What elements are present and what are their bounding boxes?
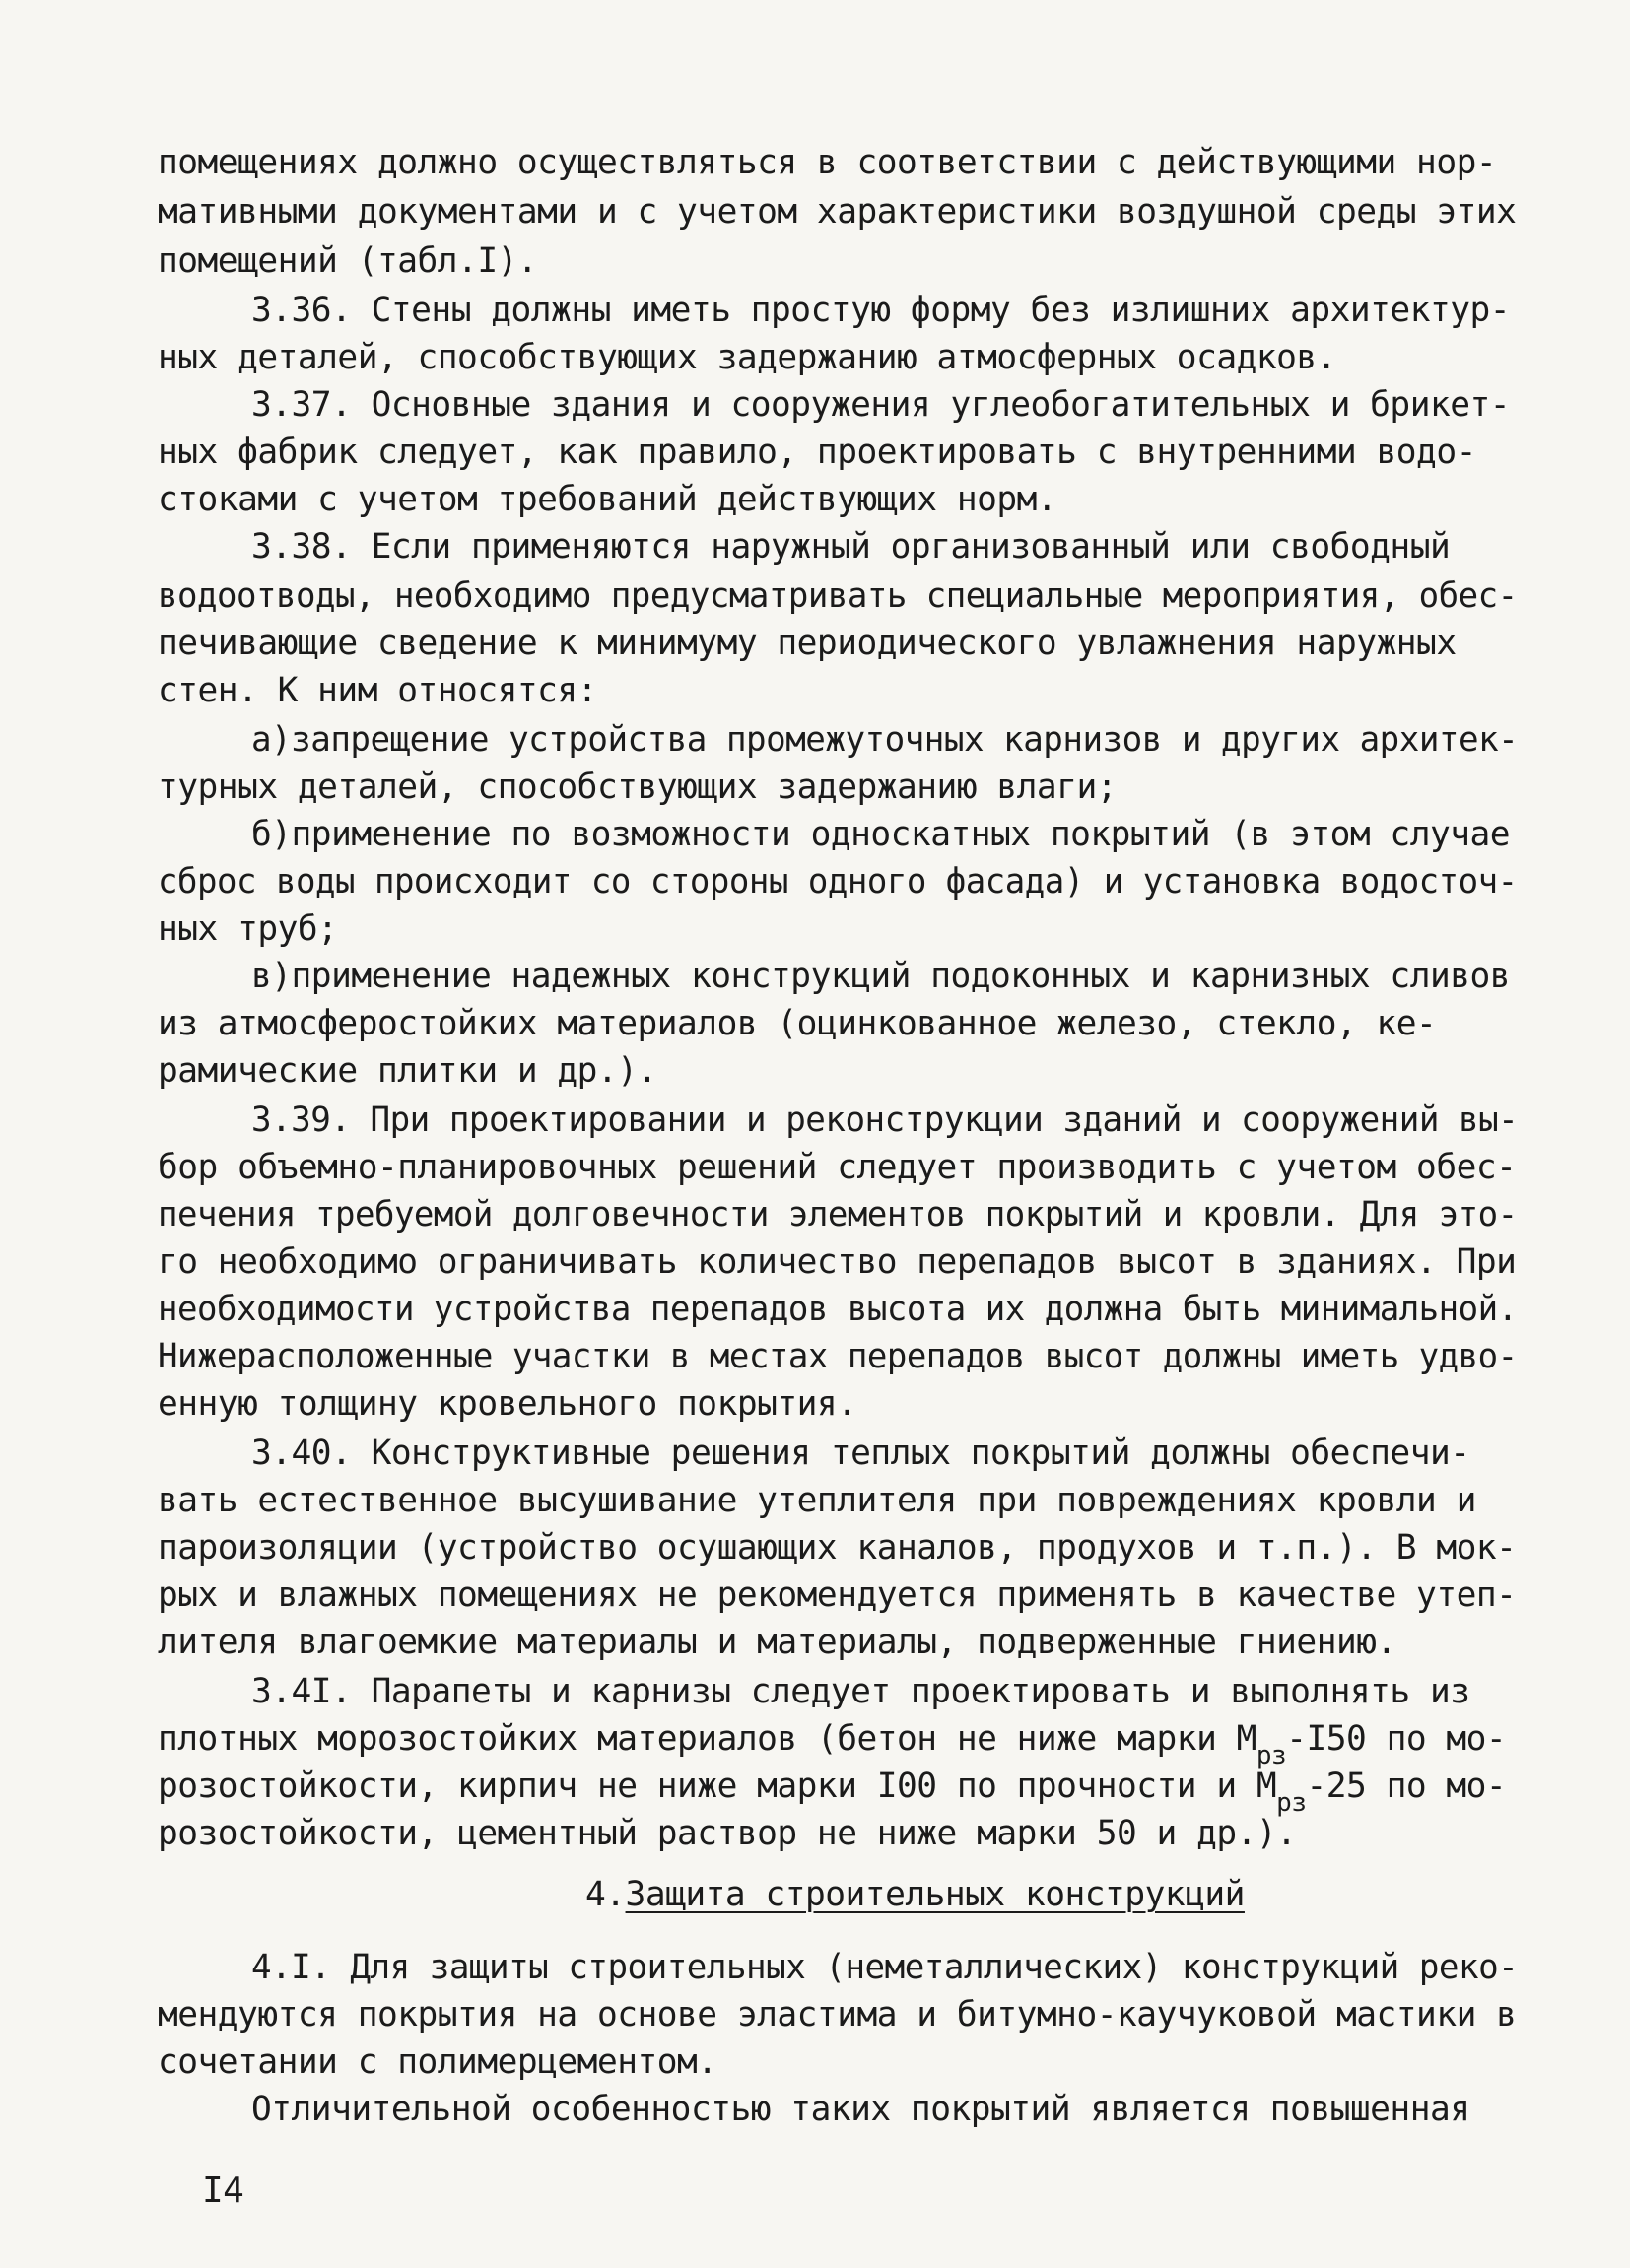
text-line: ных деталей, способствующих задержанию атмосферных осадков.: [158, 338, 1336, 377]
text-line: б)применение по возможности односкатных покрытий (в этом случае: [251, 815, 1511, 854]
text-line: печения требуемой долговечности элементов покрытий и кровли. Для это-: [158, 1195, 1518, 1234]
section-title: Защита строительных конструкций: [625, 1875, 1245, 1914]
text-line: енную толщину кровельного покрытия.: [158, 1384, 857, 1424]
text-line: 3.36. Стены должны иметь простую форму без излишних архитектур-: [251, 291, 1511, 330]
text-line: сброс воды происходит со стороны одного фасада) и установка водосточ-: [158, 862, 1518, 901]
text-line: [158, 1719, 1507, 1770]
text-line: печивающие сведение к минимуму периодического увлажнения наружных: [158, 624, 1457, 663]
text-line: пароизоляции (устройство осушающих каналов, продухов и т.п.). В мок-: [158, 1528, 1517, 1568]
text-line: стоками с учетом требований действующих норм.: [158, 480, 1057, 519]
text-fragment: -I50 по мо-: [1286, 1719, 1507, 1759]
text-line: го необходимо ограничивать количество перепадов высот в зданиях. При: [158, 1242, 1517, 1282]
text-line: мендуются покрытия на основе эластима и битумно-каучуковой мастики в: [158, 1995, 1517, 2035]
page-number: I4: [202, 2170, 244, 2211]
text-line: а)запрещение устройства промежуточных карнизов и других архитек-: [251, 720, 1519, 760]
subscript: рз: [1276, 1788, 1307, 1818]
text-line: 3.4I. Парапеты и карнизы следует проектировать и выполнять из: [251, 1672, 1470, 1711]
subscript: рз: [1256, 1741, 1287, 1770]
text-line: ных труб;: [158, 909, 338, 949]
text-line: рых и влажных помещениях не рекомендуется применять в качестве утеп-: [158, 1575, 1517, 1615]
section-heading: [585, 1875, 1245, 1914]
section-number: 4.: [585, 1875, 626, 1914]
text-line: помещений (табл.I).: [158, 241, 538, 281]
text-line: водоотводы, необходимо предусматривать специальные мероприятия, обес-: [158, 576, 1518, 616]
text-line: помещениях должно осуществляться в соответствии с действующими нор-: [158, 143, 1497, 182]
text-fragment: плотных морозостойких материалов (бетон не ниже марки М: [158, 1719, 1256, 1759]
text-line: ных фабрик следует, как правило, проектировать с внутренними водо-: [158, 433, 1476, 472]
text-line: 3.37. Основные здания и сооружения углеобогатительных и брикет-: [251, 385, 1511, 425]
text-line: необходимости устройства перепадов высота их должна быть минимальной.: [158, 1290, 1518, 1329]
text-line: из атмосферостойких материалов (оцинкованное железо, стекло, ке-: [158, 1004, 1437, 1043]
text-line: 3.39. При проектировании и реконструкции зданий и сооружений вы-: [251, 1101, 1519, 1140]
text-line: рамические плитки и др.).: [158, 1051, 657, 1091]
text-fragment: -25 по мо-: [1306, 1767, 1507, 1806]
text-line: 3.38. Если применяются наружный организованный или свободный: [251, 527, 1451, 567]
text-line: 4.I. Для защиты строительных (неметаллических) конструкций реко-: [251, 1948, 1519, 1987]
text-line: розостойкости, цементный раствор не ниже марки 50 и др.).: [158, 1814, 1297, 1853]
text-line: [158, 1767, 1507, 1818]
text-line: сочетании с полимерцементом.: [158, 2042, 717, 2082]
text-line: стен. К ним относятся:: [158, 671, 597, 710]
text-line: Отличительной особенностью таких покрытий является повышенная: [251, 2090, 1470, 2129]
text-line: в)применение надежных конструкций подоконных и карнизных сливов: [251, 957, 1511, 996]
text-line: лителя влагоемкие материалы и материалы, подверженные гниению.: [158, 1623, 1396, 1662]
text-line: турных деталей, способствующих задержанию влаги;: [158, 767, 1117, 807]
text-line: Нижерасположенные участки в местах перепадов высот должны иметь удво-: [158, 1337, 1518, 1376]
text-line: 3.40. Конструктивные решения теплых покрытий должны обеспечи-: [251, 1434, 1470, 1473]
text-fragment: розостойкости, кирпич не ниже марки I00 по прочности и М: [158, 1767, 1277, 1806]
text-line: вать естественное высушивание утеплителя при повреждениях кровли и: [158, 1481, 1476, 1520]
text-line: мативными документами и с учетом характеристики воздушной среды этих: [158, 192, 1517, 232]
text-line: бор объемно-планировочных решений следует производить с учетом обес-: [158, 1148, 1517, 1187]
